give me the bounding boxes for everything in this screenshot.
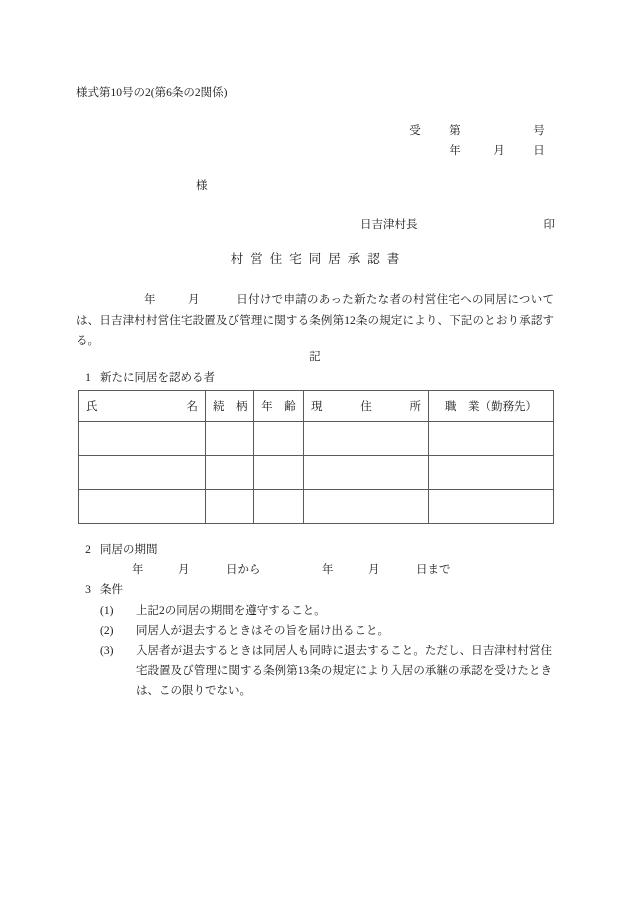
issuer-name: 日吉津村長 (360, 219, 418, 231)
table-row (79, 422, 554, 456)
cell-name[interactable] (79, 422, 206, 456)
column-header-address-right: 所 (409, 401, 421, 413)
receipt-number-row (398, 121, 558, 141)
column-header-address-left: 現 (311, 401, 323, 413)
cell-address[interactable] (304, 456, 429, 490)
condition-text: 入居者が退去するときは同居人も同時に退去すること。ただし、日吉津村村営住宅設置及び管理に関する条例第13条の規定により入居の承継の承認を受けたときは、この限りでない。 (136, 645, 552, 697)
period-start-nichi: 日から (226, 564, 261, 576)
condition-text: 同居人が退去するときはその旨を届け出ること。 (136, 625, 389, 637)
column-header-age-text: 年 齢 (261, 401, 296, 413)
cell-name[interactable] (79, 490, 206, 524)
condition-item (100, 601, 552, 621)
cell-name[interactable] (79, 456, 206, 490)
column-header-name (79, 391, 206, 422)
receipt-block (398, 121, 558, 161)
cell-relation[interactable] (206, 456, 254, 490)
cell-relation[interactable] (206, 490, 254, 524)
receipt-label-uke: 受 (409, 125, 421, 137)
condition-item (100, 641, 552, 701)
body-paragraph (76, 290, 554, 352)
body-date-getsu: 月 (188, 294, 200, 306)
section-2-number: 2 (85, 544, 91, 556)
column-header-name-right: 名 (186, 401, 198, 413)
period-start-nen: 年 (132, 564, 144, 576)
table-row (79, 456, 554, 490)
receipt-label-getsu: 月 (493, 145, 505, 157)
condition-number: (3) (100, 645, 114, 657)
issuer-line (360, 216, 555, 232)
addressee-honorific: 様 (196, 180, 208, 192)
column-header-address (304, 391, 429, 422)
column-header-age (254, 391, 304, 422)
form-code: 様式第10号の2(第6条の2関係) (76, 87, 228, 99)
condition-number: (1) (100, 605, 114, 617)
body-date-nen: 年 (144, 294, 156, 306)
condition-item (100, 621, 552, 641)
column-header-occupation (429, 391, 554, 422)
section-3-number: 3 (85, 584, 91, 596)
seal-mark: 印 (543, 219, 555, 231)
conditions-list (100, 601, 552, 701)
cell-occupation[interactable] (429, 456, 554, 490)
section-2-heading (76, 541, 158, 557)
cell-age[interactable] (254, 456, 304, 490)
condition-number: (2) (100, 625, 114, 637)
ki-marker: 記 (309, 351, 321, 363)
receipt-label-dai: 第 (449, 125, 461, 137)
period-end-nen: 年 (322, 564, 334, 576)
section-2-label: 同居の期間 (100, 544, 158, 556)
cell-address[interactable] (304, 422, 429, 456)
cell-address[interactable] (304, 490, 429, 524)
period-end-getsu: 月 (368, 564, 380, 576)
receipt-label-nichi: 日 (533, 145, 545, 157)
section-3-heading (76, 581, 123, 597)
column-header-address-center: 住 (360, 401, 372, 413)
cell-occupation[interactable] (429, 490, 554, 524)
column-header-occupation-text: 職 業（勤務先） (445, 401, 537, 413)
section-1-heading (76, 369, 215, 385)
table-row (79, 490, 554, 524)
receipt-date-row (398, 141, 558, 161)
table-header-row (79, 391, 554, 422)
column-header-relation-text: 続 柄 (213, 401, 248, 413)
period-end-nichi: 日まで (416, 564, 451, 576)
cell-occupation[interactable] (429, 422, 554, 456)
body-text: 日付けで申請のあった新たな者の村営住宅への同居については、日吉津村村営住宅設置及び管理に関する条例第12条の規定により、下記のとおり承認する。 (76, 294, 554, 347)
cell-relation[interactable] (206, 422, 254, 456)
column-header-relation (206, 391, 254, 422)
section-3-label: 条件 (100, 584, 123, 596)
column-header-name-left: 氏 (86, 401, 98, 413)
section-1-label: 新たに同居を認める者 (100, 372, 215, 384)
cohabitant-table (78, 390, 554, 524)
document-title: 村営住宅同居承認書 (230, 252, 407, 266)
cell-age[interactable] (254, 490, 304, 524)
condition-text: 上記2の同居の期間を遵守すること。 (136, 605, 326, 617)
cell-age[interactable] (254, 422, 304, 456)
cohabitation-period-line (132, 561, 451, 577)
receipt-label-nen: 年 (449, 145, 461, 157)
period-start-getsu: 月 (178, 564, 190, 576)
section-1-number: 1 (85, 372, 91, 384)
receipt-number-field[interactable] (478, 121, 520, 141)
receipt-date-spacer (398, 141, 432, 161)
receipt-label-gou: 号 (533, 125, 545, 137)
